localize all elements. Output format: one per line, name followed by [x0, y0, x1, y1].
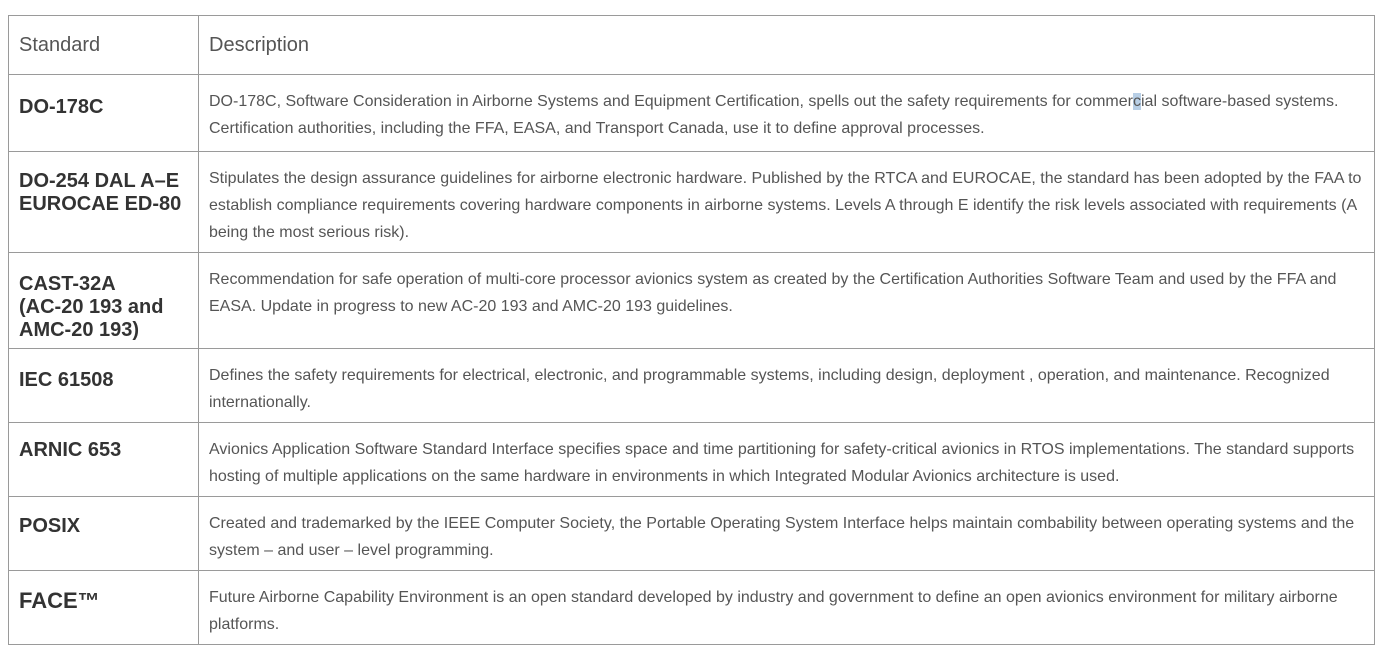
- standard-description[interactable]: Recommendation for safe operation of multi-core processor avionics system as created by the Certification Authorities Software Team and used by the FFA and EASA. Update in progress to new AC-20 193 and AMC-20 193 guidelines.: [199, 253, 1375, 349]
- text-selection-highlight: c: [1132, 93, 1141, 110]
- standard-name: FACE™: [9, 571, 199, 645]
- standard-description[interactable]: Future Airborne Capability Environment is an open standard developed by industry and government to define an open avionics environment for military airborne platforms.: [199, 571, 1375, 645]
- description-text: DO-178C, Software Consideration in Airborne Systems and Equipment Certification, spells out the safety requirements for commer: [209, 93, 1133, 110]
- table-row: [9, 75, 1375, 152]
- standard-description[interactable]: Avionics Application Software Standard Interface specifies space and time partitioning for safety-critical avionics in RTOS implementations. The standard supports hosting of multiple applications on the same hardware in environments in which Integrated Modular Avionics architecture is used.: [199, 423, 1375, 497]
- standard-name: [9, 152, 199, 253]
- standard-name: ARNIC 653: [9, 423, 199, 497]
- standard-name: DO-178C: [9, 75, 199, 152]
- column-header-standard: Standard: [9, 16, 199, 75]
- standards-table: [8, 15, 1375, 645]
- standard-description[interactable]: Created and trademarked by the IEEE Computer Society, the Portable Operating System Interface helps maintain combability between operating systems and the system – and user – level programming.: [199, 497, 1375, 571]
- standard-name-line: AMC-20 193): [19, 319, 140, 341]
- column-header-description: Description: [199, 16, 1375, 75]
- table-row: [9, 423, 1375, 497]
- table-row: [9, 571, 1375, 645]
- table-row: [9, 497, 1375, 571]
- table-row: [9, 349, 1375, 423]
- standard-name: POSIX: [9, 497, 199, 571]
- table-row: [9, 152, 1375, 253]
- table-header-row: [9, 16, 1375, 75]
- standard-description[interactable]: Defines the safety requirements for electrical, electronic, and programmable systems, including design, deployment , operation, and maintenance. Recognized internationally.: [199, 349, 1375, 423]
- standard-description[interactable]: [199, 75, 1375, 152]
- standard-name-line: CAST-32A: [19, 273, 116, 295]
- standard-name-line: EUROCAE ED-80: [19, 193, 182, 215]
- description-text: ial software-based systems. Certification authorities, including the FFA, EASA, and Transport Canada, use it to define approval processes.: [209, 93, 1339, 137]
- standard-name-line: (AC-20 193 and: [19, 296, 164, 318]
- standard-description[interactable]: Stipulates the design assurance guidelines for airborne electronic hardware. Published by the RTCA and EUROCAE, the standard has been adopted by the FAA to establish compliance requirements covering hardware components in airborne systems. Levels A through E identify the risk levels associated with requirements (A being the most serious risk).: [199, 152, 1375, 253]
- standard-name-line: DO-254 DAL A–E: [19, 170, 180, 192]
- standard-name: IEC 61508: [9, 349, 199, 423]
- standard-name: [9, 253, 199, 349]
- table-row: [9, 253, 1375, 349]
